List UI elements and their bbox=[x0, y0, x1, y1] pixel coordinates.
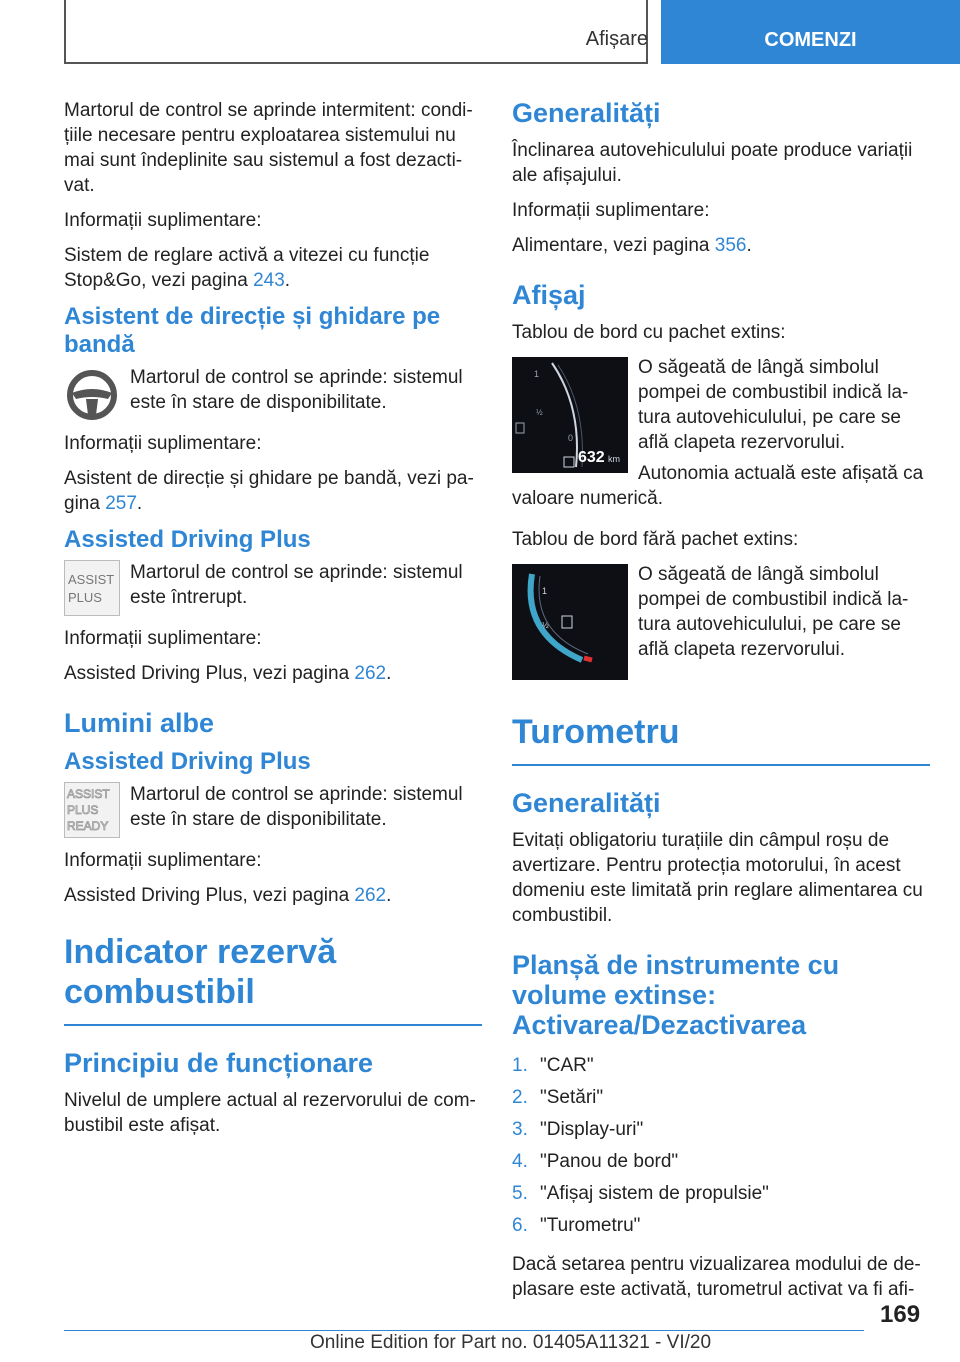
section-heading-general-2: Generalități bbox=[512, 788, 661, 818]
display-no-extended-label: Tablou de bord fără pachet extins: bbox=[512, 529, 799, 550]
page-number: 169 bbox=[880, 1301, 921, 1328]
list-item: 3. "Display-uri" bbox=[512, 1119, 644, 1140]
page-link[interactable]: 243 bbox=[253, 270, 285, 291]
footer-edition: Online Edition for Part no. 01405A11321 - VI/20 bbox=[310, 1332, 712, 1353]
reference-paragraph: Sistem de reglare activă a vitezei cu funcție Stop&Go, vezi pagina 243. bbox=[64, 245, 430, 291]
list-item: 4. "Panou de bord" bbox=[512, 1151, 679, 1172]
general-paragraph: Înclinarea autovehiculului poate produce variații ale afișajului. bbox=[512, 140, 913, 186]
section-heading-white-lights: Lumini albe bbox=[64, 708, 215, 738]
list-item: 6. "Turometru" bbox=[512, 1215, 641, 1236]
reference-paragraph: Assisted Driving Plus, vezi pagina 262. bbox=[64, 663, 392, 684]
section-heading-assisted-driving: Assisted Driving Plus bbox=[64, 526, 311, 553]
header-section-title: Afișare bbox=[585, 28, 648, 50]
reference-paragraph: Asistent de direcție și ghidare pe bandă, vezi pa-gina 257. bbox=[64, 468, 474, 514]
footer-divider bbox=[64, 1330, 864, 1331]
section-heading-lane-assist: Asistent de direcție și ghidare pe bandă bbox=[64, 303, 441, 358]
svg-text:PLUS: PLUS bbox=[68, 590, 102, 605]
section-heading-assisted-driving-ready: Assisted Driving Plus bbox=[64, 748, 311, 775]
section-heading-instrument-panel: Planșă de instrumente cu volume extinse: Activarea/Dezactivarea bbox=[512, 950, 840, 1040]
assisted-driving-ready-row bbox=[64, 782, 482, 838]
range-unit: km bbox=[608, 454, 620, 464]
page-link[interactable]: 262 bbox=[354, 663, 387, 684]
list-item: 2. "Setări" bbox=[512, 1087, 604, 1108]
dashboard-extended-block bbox=[512, 355, 930, 517]
info-label: Informații suplimentare: bbox=[512, 200, 710, 221]
lane-assist-text: Martorul de control se aprinde: sistemul este în stare de disponibilitate. bbox=[130, 367, 463, 413]
page-link[interactable]: 356 bbox=[714, 235, 747, 256]
reference-paragraph: Assisted Driving Plus, vezi pagina 262. bbox=[64, 885, 392, 906]
section-heading-general: Generalități bbox=[512, 98, 661, 128]
info-label: Informații suplimentare: bbox=[64, 850, 262, 871]
svg-text:ASSIST: ASSIST bbox=[68, 572, 115, 587]
page-link[interactable]: 257 bbox=[105, 493, 137, 514]
intro-paragraph: Martorul de control se aprinde intermitent: condi-țiile necesare pentru exploatarea sistemului nu mai sunt îndeplinite sau sistemul a fost dezacti-vat. bbox=[64, 100, 473, 196]
info-label: Informații suplimentare: bbox=[64, 210, 262, 231]
dashboard-basic-block bbox=[512, 562, 930, 688]
list-item: 5. "Afișaj sistem de propulsie" bbox=[512, 1183, 769, 1204]
assist-plus-icon bbox=[64, 560, 120, 616]
svg-text:PLUS: PLUS bbox=[67, 803, 99, 817]
svg-text:ASSIST: ASSIST bbox=[67, 787, 110, 801]
steps-list bbox=[512, 1050, 930, 1242]
svg-text:1: 1 bbox=[534, 369, 540, 379]
fuel-arrow-text-basic: O săgeată de lângă simbolul pompei de combustibil indică la-tura autovehiculului, pe care se află clapeta rezervorului. bbox=[638, 564, 909, 660]
right-column bbox=[512, 98, 930, 1312]
svg-text:READY: READY bbox=[67, 819, 109, 833]
section-heading-display: Afișaj bbox=[512, 280, 586, 310]
assisted-driving-row bbox=[64, 560, 482, 616]
fuel-arrow-text: O săgeată de lângă simbolul pompei de combustibil indică la-tura autovehiculului, pe care se află clapeta rezervorului. bbox=[638, 357, 909, 453]
range-value: 632 bbox=[578, 449, 605, 466]
svg-text:0: 0 bbox=[568, 433, 574, 443]
left-column bbox=[64, 98, 482, 1148]
range-text: Autonomia actuală este afișată ca valoare numerică. bbox=[512, 463, 924, 509]
chapter-heading-fuel-reserve: Indicator rezervă combustibil bbox=[64, 932, 482, 1026]
svg-text:½: ½ bbox=[542, 621, 549, 630]
list-item: 1. "CAR" bbox=[512, 1055, 594, 1076]
info-label: Informații suplimentare: bbox=[64, 628, 262, 649]
info-label: Informații suplimentare: bbox=[64, 433, 262, 454]
page-link[interactable]: 262 bbox=[354, 885, 387, 906]
principle-paragraph: Nivelul de umplere actual al rezervorului de com-bustibil este afișat. bbox=[64, 1090, 476, 1136]
reference-paragraph: Alimentare, vezi pagina 356. bbox=[512, 235, 752, 256]
steering-wheel-icon bbox=[64, 365, 120, 421]
svg-text:½: ½ bbox=[536, 408, 543, 417]
fuel-gauge-arc-graphic bbox=[512, 564, 628, 680]
chapter-heading-tachometer: Turometru bbox=[512, 712, 930, 766]
section-heading-principle: Principiu de funcționare bbox=[64, 1048, 374, 1078]
final-paragraph: Dacă setarea pentru vizualizarea modului de de-plasare este activată, turometrul activat va fi afi- bbox=[512, 1254, 921, 1300]
dashboard-extended-image bbox=[512, 357, 628, 473]
assisted-driving-text: Martorul de control se aprinde: sistemul este întrerupt. bbox=[130, 562, 463, 608]
header-tab-comenzi[interactable]: COMENZI bbox=[661, 0, 960, 64]
assisted-driving-ready-text: Martorul de control se aprinde: sistemul este în stare de disponibilitate. bbox=[130, 784, 463, 830]
assist-plus-ready-icon bbox=[64, 782, 120, 838]
lane-assist-row bbox=[64, 365, 482, 421]
display-extended-label: Tablou de bord cu pachet extins: bbox=[512, 322, 786, 343]
svg-text:1: 1 bbox=[542, 586, 548, 596]
dashboard-basic-image bbox=[512, 564, 628, 680]
tachometer-paragraph: Evitați obligatoriu turațiile din câmpul roșu de avertizare. Pentru protecția motorului, în acest domeniu este limitată prin reglare alimentarea cu combustibil. bbox=[512, 830, 923, 926]
